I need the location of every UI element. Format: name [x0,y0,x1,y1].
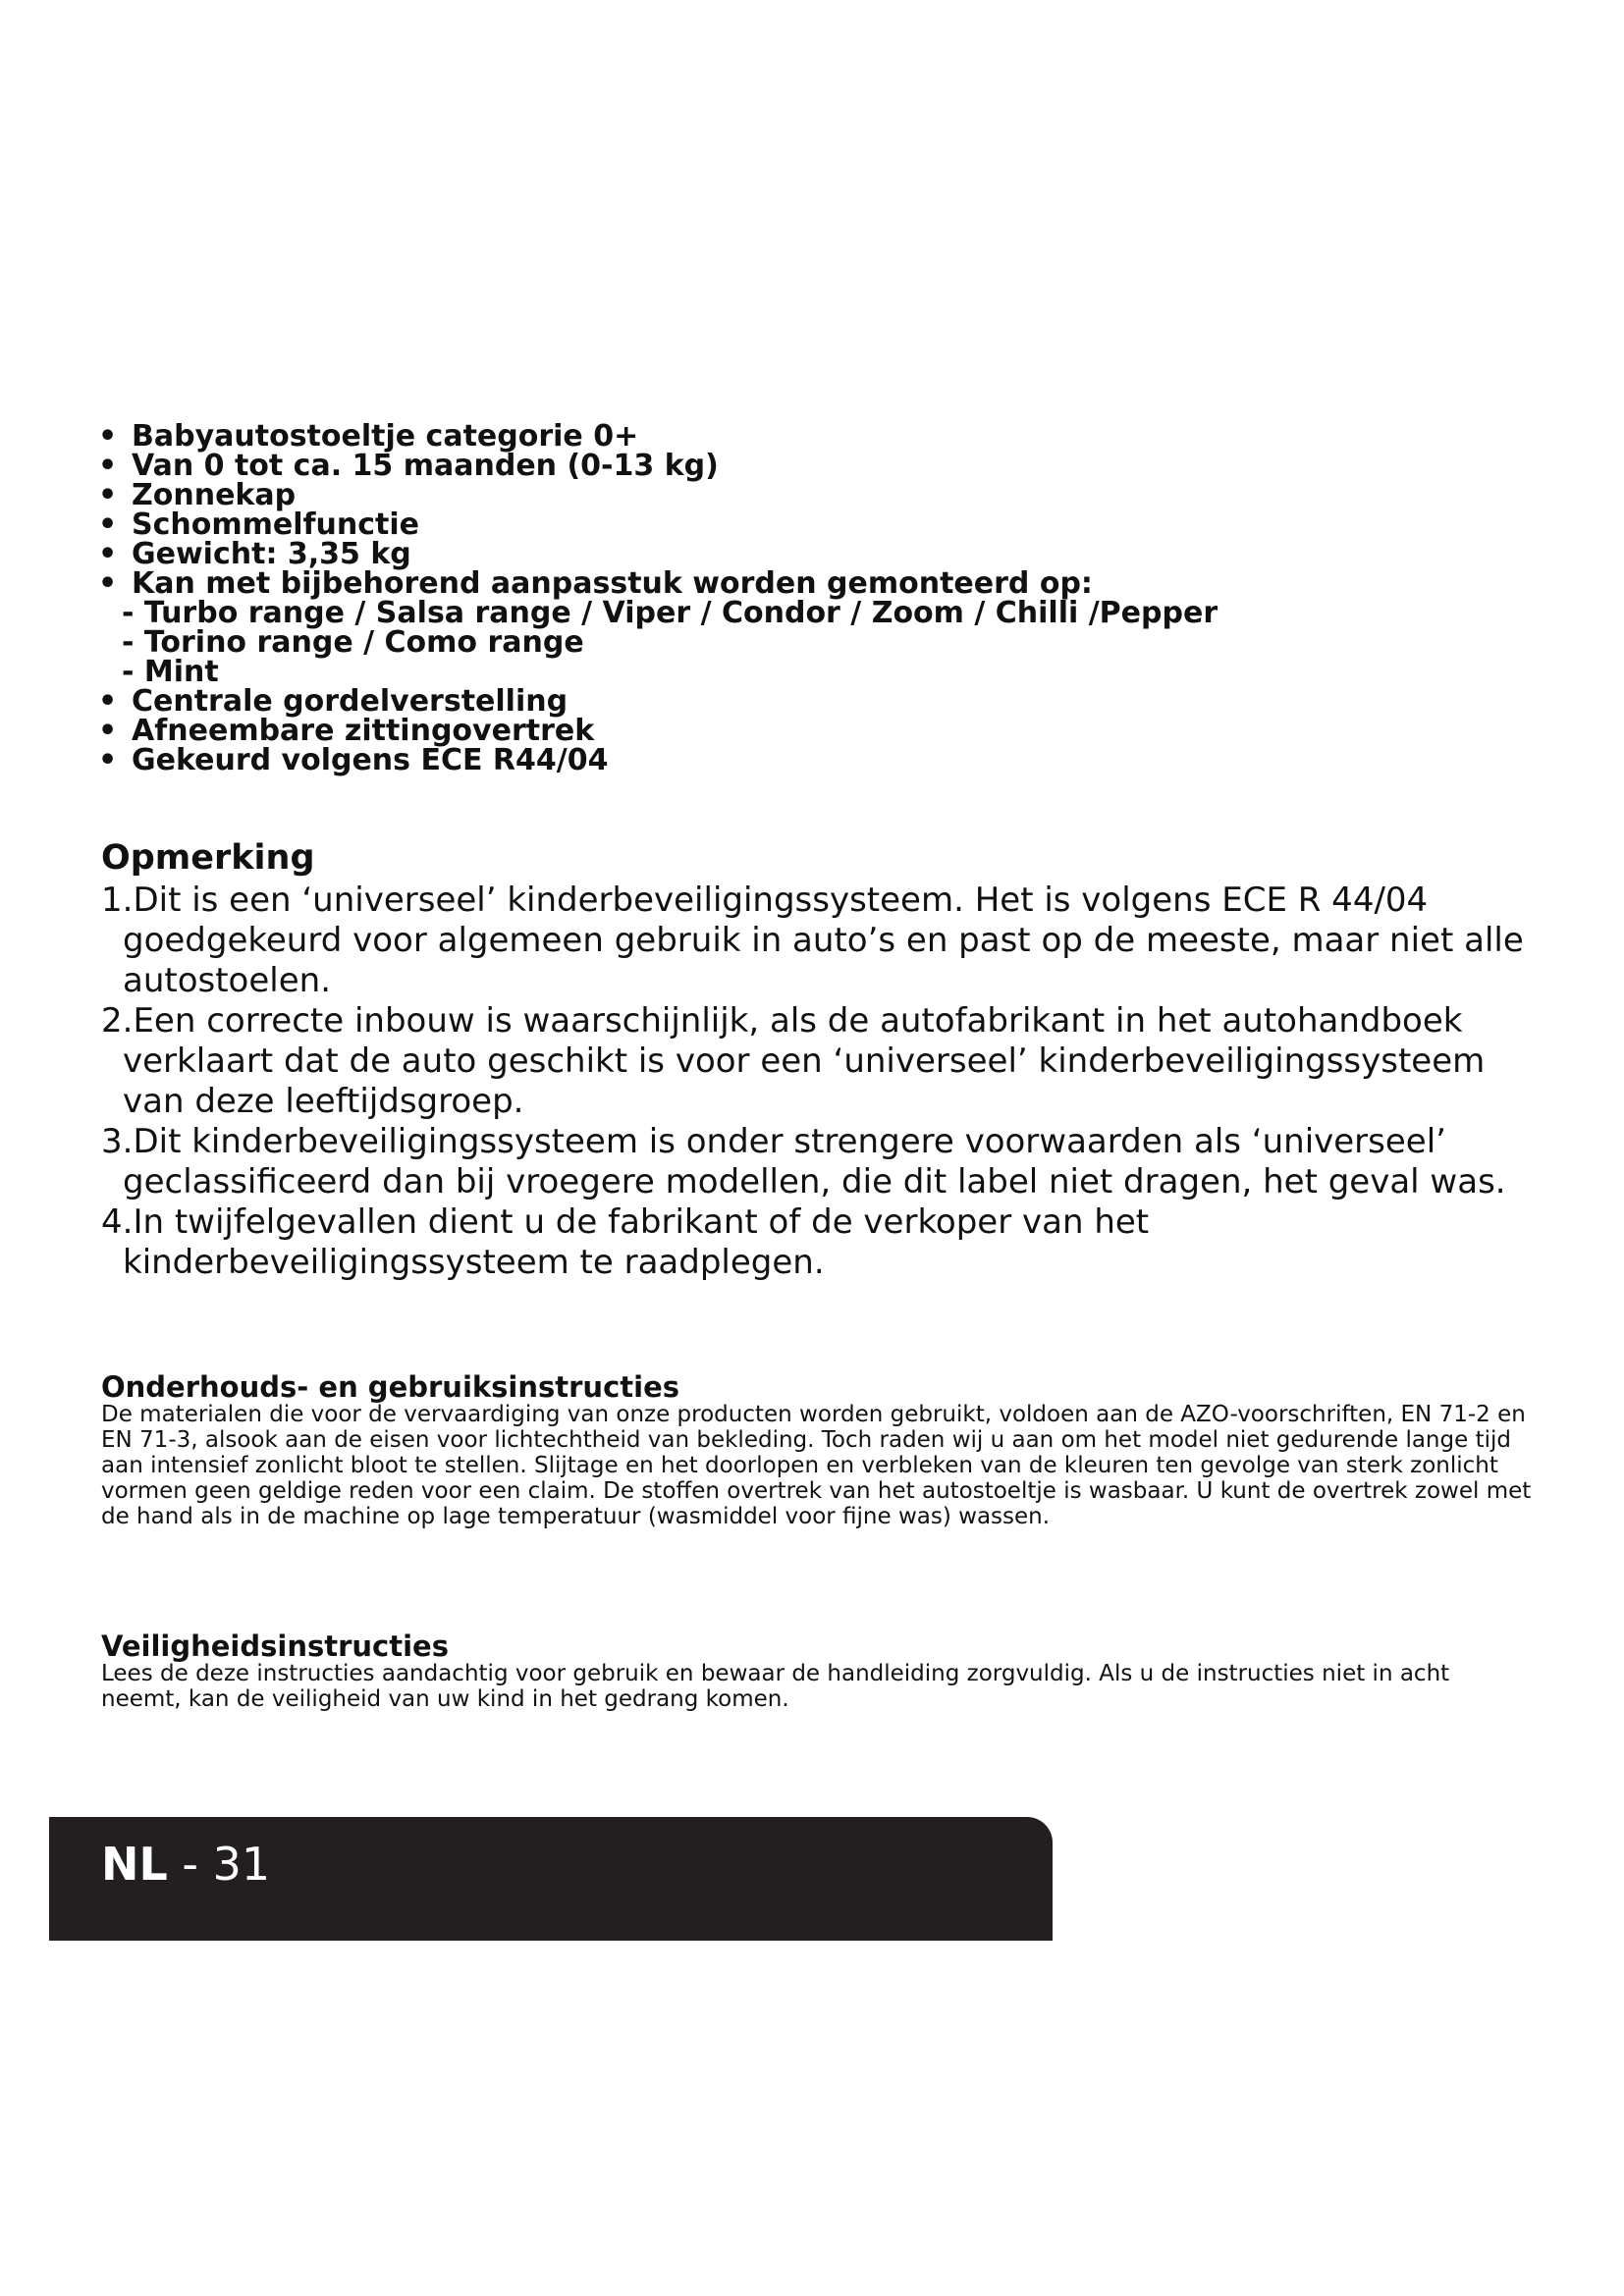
remark-section [101,836,1535,1283]
feature-text: Gekeurd volgens ECE R44/04 [132,743,609,777]
footer-separator: - [167,1838,213,1891]
feature-item [98,537,1522,571]
care-instructions-heading: Onderhouds- en gebruiksinstructies [101,1370,680,1404]
bullet-icon: • [98,449,118,483]
safety-instructions-text: Lees de deze instructies aandachtig voor gebruik en bewaar de handleiding zorgvuldig. Als u de instructies niet in acht neemt, kan de veiligheid van uw kind in het gedrang komen. [101,1661,1450,1712]
feature-item [98,714,1522,748]
bullet-icon: • [98,419,118,454]
feature-item [98,449,1522,483]
bullet-icon: • [98,566,118,601]
feature-text: Babyautostoeltje categorie 0+ [132,419,639,454]
feature-item [98,478,1522,512]
feature-text: Gewicht: 3,35 kg [132,537,411,571]
bullet-icon: • [98,714,118,748]
compatible-model-line: - Turbo range / Salsa range / Viper / Condor / Zoom / Chilli /Pepper [122,596,1218,630]
safety-instructions-section [101,1631,1535,1712]
care-instructions-text: De materialen die voor de vervaardiging van onze producten worden gebruikt, voldoen aan de AZO-voorschriften, EN 71-2 en EN 71-3, alsook aan de eisen voor lichtechtheid van bekleding. Toch raden wij u aan om het model niet gedurende lange tijd aan intensief zonlicht bloot te stellen. Slijtage en het doorlopen en verbleken van de kleuren ten gevolge van sterk zonlicht vormen geen geldige reden voor een claim. De stoffen overtrek van het autostoeltje is wasbaar. U kunt de overtrek zowel met de hand als in de machine op lage temperatuur (wasmiddel voor fijne was) wassen. [101,1402,1532,1529]
remark-item: 2.Een correcte inbouw is waarschijnlijk, als de autofabrikant in het autohandboek verklaart dat de auto geschikt is voor een ‘universeel’ kinderbeveiligingssysteem van deze leeftijdsgroep. [101,1001,1486,1121]
feature-item [98,419,1522,454]
feature-list [98,419,1522,777]
feature-item [98,684,1522,719]
feature-item [98,507,1522,542]
feature-text: Schommelfunctie [132,507,420,542]
feature-text: Zonnekap [132,478,297,512]
remark-heading: Opmerking [101,838,315,878]
feature-text: Afneembare zittingovertrek [132,714,595,748]
bullet-icon: • [98,684,118,719]
page-footer-tab [49,1817,1053,1941]
bullet-icon: • [98,743,118,777]
bullet-icon: • [98,507,118,542]
bullet-icon: • [98,478,118,512]
feature-item [98,566,1522,601]
feature-text: Centrale gordelverstelling [132,684,568,719]
bullet-icon: • [98,537,118,571]
remark-item: 1.Dit is een ‘universeel’ kinderbeveiligingssysteem. Het is volgens ECE R 44/04 goedgekeurd voor algemeen gebruik in auto’s en past op de meeste, maar niet alle autostoelen. [101,881,1524,1000]
remark-item: 4.In twijfelgevallen dient u de fabrikant of de verkoper van het kinderbeveiligingssysteem te raadplegen. [101,1202,1150,1282]
compatible-model-line: - Mint [122,655,219,689]
feature-item [98,743,1522,777]
remark-list [101,881,1535,1283]
feature-text: Van 0 tot ca. 15 maanden (0-13 kg) [132,449,719,483]
care-instructions-section [101,1372,1535,1529]
remark-item: 3.Dit kinderbeveiligingssysteem is onder strengere voorwaarden als ‘universeel’ geclassificeerd dan bij vroegere modellen, die dit label niet dragen, het geval was. [101,1122,1506,1201]
page-number: 31 [212,1838,271,1891]
compatible-model-line: - Torino range / Como range [122,625,584,660]
safety-instructions-heading: Veiligheidsinstructies [101,1629,449,1663]
feature-text: Kan met bijbehorend aanpasstuk worden gemonteerd op: [132,566,1093,601]
language-code: NL [101,1838,168,1891]
